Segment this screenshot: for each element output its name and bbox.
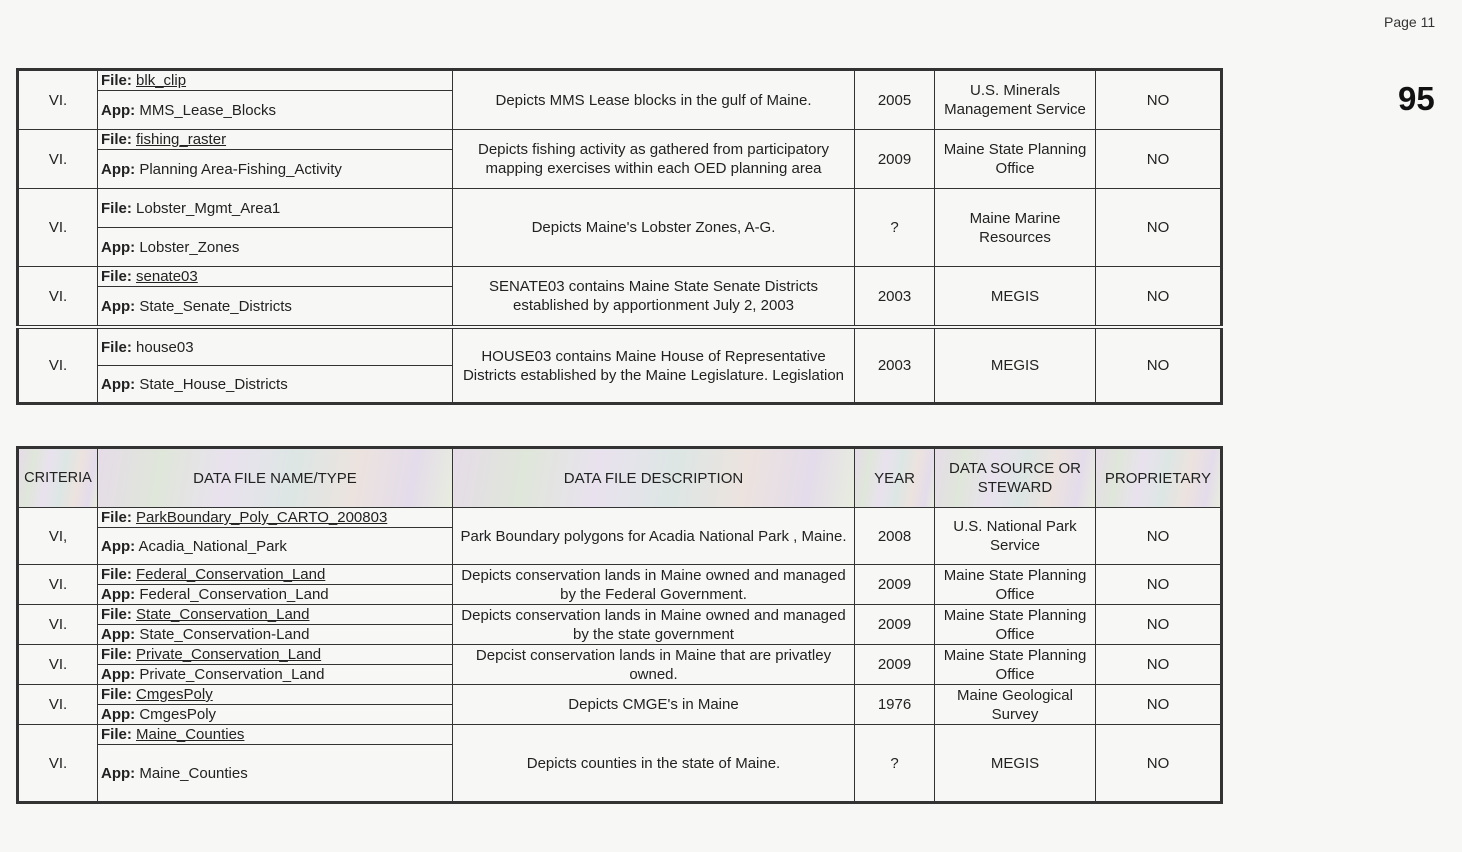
source-cell: Maine State Planning Office	[935, 645, 1096, 685]
header-source: DATA SOURCE OR STEWARD	[935, 448, 1096, 508]
table-row	[18, 645, 1222, 665]
app-cell: App: Lobster_Zones	[98, 228, 453, 267]
table-row	[18, 725, 1222, 745]
year-cell: 2003	[855, 267, 935, 328]
app-cell: App: State_House_Districts	[98, 366, 453, 404]
data-table-bottom	[16, 446, 1223, 804]
file-cell: File: Lobster_Mgmt_Area1	[98, 189, 453, 228]
app-cell: App: Acadia_National_Park	[98, 528, 453, 565]
data-table-top	[16, 68, 1223, 405]
criteria-cell: VI.	[18, 70, 98, 130]
source-cell: Maine Marine Resources	[935, 189, 1096, 267]
year-cell: 2009	[855, 130, 935, 189]
app-cell: App: Maine_Counties	[98, 745, 453, 803]
source-cell: Maine Geological Survey	[935, 685, 1096, 725]
app-cell: App: MMS_Lease_Blocks	[98, 91, 453, 130]
file-cell: File: fishing_raster	[98, 130, 453, 150]
app-cell: App: Planning Area-Fishing_Activity	[98, 150, 453, 189]
description-cell: Depicts counties in the state of Maine.	[453, 725, 855, 803]
description-cell: Depicts Maine's Lobster Zones, A-G.	[453, 189, 855, 267]
table-row	[18, 605, 1222, 625]
app-cell: App: CmgesPoly	[98, 705, 453, 725]
criteria-cell: VI.	[18, 565, 98, 605]
page-stamp: 95	[1398, 80, 1435, 117]
source-cell: Maine State Planning Office	[935, 605, 1096, 645]
criteria-cell: VI.	[18, 685, 98, 725]
year-cell: 1976	[855, 685, 935, 725]
criteria-cell: VI.	[18, 327, 98, 404]
description-cell: Depicts fishing activity as gathered from participatory mapping exercises within each OED planning area	[453, 130, 855, 189]
source-cell: Maine State Planning Office	[935, 565, 1096, 605]
file-cell: File: State_Conservation_Land	[98, 605, 453, 625]
proprietary-cell: NO	[1096, 189, 1222, 267]
criteria-cell: VI.	[18, 130, 98, 189]
description-cell: Park Boundary polygons for Acadia National Park , Maine.	[453, 508, 855, 565]
file-cell: File: blk_clip	[98, 70, 453, 91]
criteria-cell: VI.	[18, 189, 98, 267]
table-row	[18, 130, 1222, 150]
description-cell: HOUSE03 contains Maine House of Representative Districts established by the Maine Legislature. Legislation	[453, 327, 855, 404]
proprietary-cell: NO	[1096, 645, 1222, 685]
criteria-cell: VI.	[18, 267, 98, 328]
description-cell: Depicts conservation lands in Maine owned and managed by the Federal Government.	[453, 565, 855, 605]
year-cell: 2008	[855, 508, 935, 565]
page-number: Page 11	[1384, 14, 1436, 30]
app-cell: App: Private_Conservation_Land	[98, 665, 453, 685]
header-description: DATA FILE DESCRIPTION	[453, 448, 855, 508]
table-row	[18, 508, 1222, 528]
description-cell: Depicts conservation lands in Maine owned and managed by the state government	[453, 605, 855, 645]
file-cell: File: Private_Conservation_Land	[98, 645, 453, 665]
app-cell: App: Federal_Conservation_Land	[98, 585, 453, 605]
source-cell: MEGIS	[935, 327, 1096, 404]
proprietary-cell: NO	[1096, 565, 1222, 605]
year-cell: 2009	[855, 645, 935, 685]
year-cell: ?	[855, 725, 935, 803]
description-cell: Depicts CMGE's in Maine	[453, 685, 855, 725]
proprietary-cell: NO	[1096, 725, 1222, 803]
file-cell: File: CmgesPoly	[98, 685, 453, 705]
year-cell: 2009	[855, 565, 935, 605]
criteria-cell: VI.	[18, 605, 98, 645]
table-row	[18, 685, 1222, 705]
app-cell: App: State_Conservation-Land	[98, 625, 453, 645]
table-row	[18, 565, 1222, 585]
source-cell: U.S. National Park Service	[935, 508, 1096, 565]
table-row	[18, 189, 1222, 228]
year-cell: 2005	[855, 70, 935, 130]
proprietary-cell: NO	[1096, 685, 1222, 725]
file-cell: File: Federal_Conservation_Land	[98, 565, 453, 585]
criteria-cell: VI,	[18, 508, 98, 565]
proprietary-cell: NO	[1096, 605, 1222, 645]
file-cell: File: senate03	[98, 267, 453, 287]
header-proprietary: PROPRIETARY	[1096, 448, 1222, 508]
table-row	[18, 267, 1222, 287]
source-cell: U.S. Minerals Management Service	[935, 70, 1096, 130]
proprietary-cell: NO	[1096, 130, 1222, 189]
description-cell: SENATE03 contains Maine State Senate Districts established by apportionment July 2, 2003	[453, 267, 855, 328]
year-cell: ?	[855, 189, 935, 267]
source-cell: Maine State Planning Office	[935, 130, 1096, 189]
source-cell: MEGIS	[935, 725, 1096, 803]
table-row	[18, 70, 1222, 91]
header-year: YEAR	[855, 448, 935, 508]
year-cell: 2009	[855, 605, 935, 645]
year-cell: 2003	[855, 327, 935, 404]
file-cell: File: Maine_Counties	[98, 725, 453, 745]
header-criteria: CRITERIA	[18, 448, 98, 508]
proprietary-cell: NO	[1096, 267, 1222, 328]
source-cell: MEGIS	[935, 267, 1096, 328]
table-row	[18, 327, 1222, 366]
proprietary-cell: NO	[1096, 327, 1222, 404]
description-cell: Depcist conservation lands in Maine that are privatley owned.	[453, 645, 855, 685]
header-row	[18, 448, 1222, 508]
file-cell: File: house03	[98, 327, 453, 366]
criteria-cell: VI.	[18, 725, 98, 803]
app-cell: App: State_Senate_Districts	[98, 287, 453, 328]
description-cell: Depicts MMS Lease blocks in the gulf of Maine.	[453, 70, 855, 130]
proprietary-cell: NO	[1096, 508, 1222, 565]
header-name: DATA FILE NAME/TYPE	[98, 448, 453, 508]
file-cell: File: ParkBoundary_Poly_CARTO_200803	[98, 508, 453, 528]
proprietary-cell: NO	[1096, 70, 1222, 130]
criteria-cell: VI.	[18, 645, 98, 685]
